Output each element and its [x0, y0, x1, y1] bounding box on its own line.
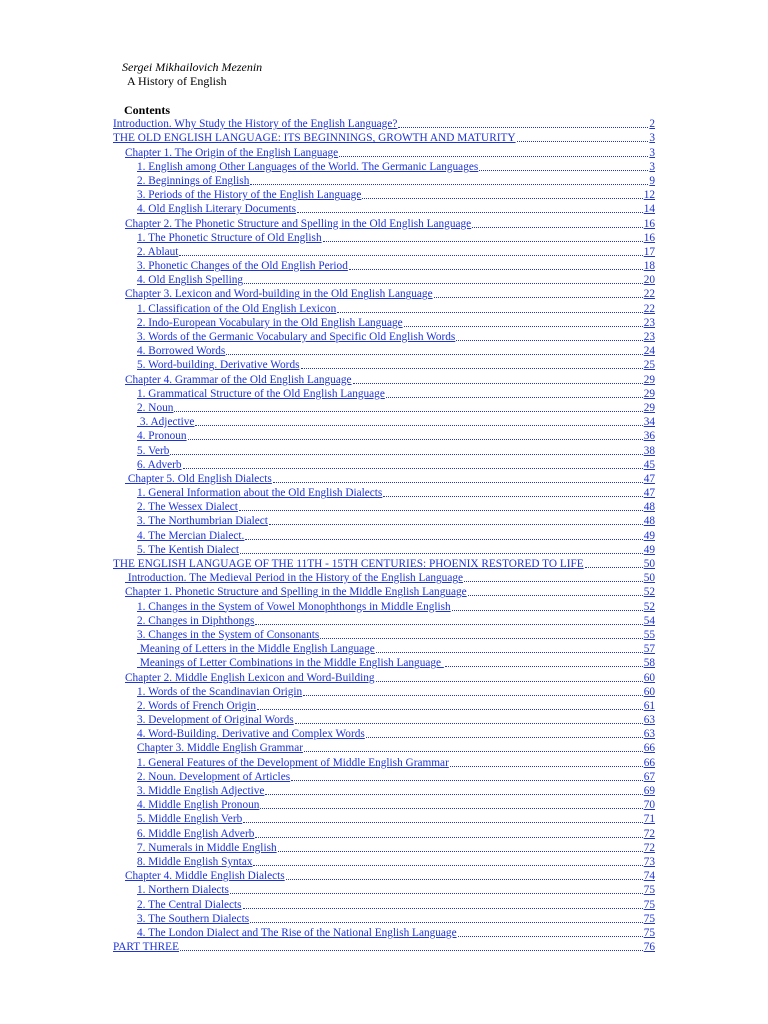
toc-page-number: 63 [643, 714, 655, 727]
toc-entry-title: 2. Noun. Development of Articles [137, 770, 291, 783]
toc-dot-leader [456, 339, 642, 341]
toc-page-number: 72 [643, 841, 655, 854]
toc-link[interactable] [137, 202, 655, 216]
toc-page-number: 38 [643, 444, 655, 457]
toc-link[interactable] [137, 316, 655, 330]
toc-page-number: 75 [643, 912, 655, 925]
toc-entry [0, 358, 768, 372]
toc-dot-leader [472, 226, 643, 228]
toc-entry-title: 2. Indo-European Vocabulary in the Old English Language [137, 316, 403, 329]
toc-link[interactable] [137, 429, 655, 443]
toc-page-number: 12 [643, 189, 655, 202]
toc-entry [0, 883, 768, 897]
toc-entry [0, 940, 768, 954]
toc-page-number: 54 [643, 614, 655, 627]
toc-dot-leader [180, 949, 643, 951]
toc-entry [0, 656, 768, 670]
toc-page-number: 52 [643, 600, 655, 613]
toc-page-number: 34 [643, 416, 655, 429]
toc-page-number: 57 [643, 643, 655, 656]
toc-page-number: 61 [643, 699, 655, 712]
toc-dot-leader [434, 296, 643, 298]
toc-entry-title: 3. The Northumbrian Dialect [137, 515, 268, 528]
toc-dot-leader [255, 623, 642, 625]
toc-dot-leader [239, 509, 643, 511]
toc-page-number: 24 [643, 345, 655, 358]
toc-page-number: 75 [643, 884, 655, 897]
toc-link[interactable] [137, 344, 655, 358]
toc-link[interactable] [137, 273, 655, 287]
toc-entry-title: Chapter 1. The Origin of the English Language [125, 146, 339, 159]
toc-entry-title: 1. General Features of the Development of Middle English Grammar [137, 756, 449, 769]
toc-entry [0, 443, 768, 457]
toc-dot-leader [269, 523, 643, 525]
toc-entry [0, 301, 768, 315]
toc-page-number: 29 [643, 373, 655, 386]
toc-page-number: 22 [643, 302, 655, 315]
toc-entry-title: 3. The Southern Dialects [137, 912, 250, 925]
toc-link[interactable] [137, 245, 655, 259]
toc-page-number: 48 [643, 515, 655, 528]
toc-link[interactable] [125, 472, 655, 486]
toc-entry [0, 727, 768, 741]
toc-entry [0, 841, 768, 855]
toc-link[interactable] [125, 869, 655, 883]
toc-dot-leader [479, 169, 648, 171]
toc-dot-leader [383, 495, 642, 497]
toc-entry-title: 1. Classification of the Old English Lexicon [137, 302, 337, 315]
toc-entry [0, 628, 768, 642]
toc-entry-title: 4. Word-Building. Derivative and Complex Words [137, 728, 365, 741]
toc-entry-title: THE ENGLISH LANGUAGE OF THE 11TH - 15TH CENTURIES: PHOENIX RESTORED TO LIFE [113, 558, 584, 570]
toc-entry [0, 585, 768, 599]
toc-entry-title: 1. General Information about the Old English Dialects [137, 487, 383, 500]
toc-dot-leader [585, 566, 643, 568]
toc-entry-title: 3. Development of Original Words [137, 714, 294, 727]
toc-entry [0, 812, 768, 826]
toc-dot-leader [250, 921, 643, 923]
toc-entry [0, 387, 768, 401]
toc-page-number: 60 [643, 685, 655, 698]
toc-page-number: 36 [643, 430, 655, 443]
toc-link[interactable] [137, 826, 655, 840]
toc-entry-title: 3. Phonetic Changes of the Old English Period [137, 260, 348, 273]
toc-entry-title: THE OLD ENGLISH LANGUAGE: ITS BEGINNINGS, GROWTH AND MATURITY [113, 132, 516, 145]
toc-dot-leader [183, 467, 643, 469]
toc-entry [0, 614, 768, 628]
toc-dot-leader [366, 736, 643, 738]
toc-dot-leader [286, 878, 643, 880]
toc-dot-leader [260, 807, 642, 809]
toc-entry [0, 528, 768, 542]
toc-entry [0, 869, 768, 883]
toc-page-number: 16 [643, 231, 655, 244]
toc-dot-leader [226, 353, 642, 355]
toc-entry [0, 415, 768, 429]
toc-page-number: 60 [643, 671, 655, 684]
toc-entry [0, 713, 768, 727]
toc-link[interactable] [137, 770, 655, 784]
toc-entry-title: Introduction. The Medieval Period in the History of the English Language [125, 572, 463, 585]
toc-link[interactable] [137, 514, 655, 528]
document-title: A History of English [127, 74, 227, 88]
toc-entry-title: 1. English among Other Languages of the World. The Germanic Languages [137, 160, 479, 173]
toc-entry [0, 826, 768, 840]
toc-link[interactable] [137, 528, 655, 542]
toc-entry [0, 557, 768, 571]
toc-entry [0, 458, 768, 472]
toc-link[interactable] [137, 912, 655, 926]
toc-dot-leader [265, 793, 642, 795]
toc-entry-title: Meaning of Letters in the Middle English Language [137, 643, 375, 656]
toc-entry-title: 2. Words of French Origin [137, 699, 257, 712]
contents-heading: Contents [124, 103, 171, 117]
toc-link[interactable] [113, 131, 655, 145]
toc-entry-title: Chapter 4. Grammar of the Old English Language [125, 373, 352, 386]
toc-link[interactable] [137, 784, 655, 798]
toc-link[interactable] [113, 557, 655, 571]
toc-dot-leader [398, 126, 648, 128]
toc-link[interactable] [137, 259, 655, 273]
toc-entry-title: 3. Periods of the History of the English Language [137, 189, 362, 202]
toc-entry-title: 3. Adjective [137, 416, 195, 429]
toc-entry [0, 685, 768, 699]
toc-entry-title: 5. Verb [137, 444, 170, 457]
toc-dot-leader [295, 722, 643, 724]
toc-link[interactable] [137, 897, 655, 911]
toc-link[interactable] [137, 755, 655, 769]
toc-page-number: 29 [643, 401, 655, 414]
toc-dot-leader [240, 552, 643, 554]
toc-page-number: 55 [643, 628, 655, 641]
toc-link[interactable] [137, 812, 655, 826]
toc-dot-leader [517, 140, 649, 142]
toc-entry-title: Chapter 5. Old English Dialects [125, 472, 272, 485]
toc-link[interactable] [125, 287, 655, 301]
toc-entry-title: Chapter 3. Lexicon and Word-building in the Old English Language [125, 288, 433, 301]
toc-page-number: 3 [649, 146, 655, 159]
toc-link[interactable] [125, 145, 655, 159]
toc-dot-leader [243, 821, 642, 823]
toc-dot-leader [386, 396, 643, 398]
toc-dot-leader [301, 367, 643, 369]
toc-entry-title: 3. Words of the Germanic Vocabulary and Specific Old English Words [137, 331, 456, 343]
toc-dot-leader [291, 779, 643, 781]
toc-dot-leader [273, 481, 643, 483]
toc-link[interactable] [137, 855, 655, 869]
toc-entry [0, 174, 768, 188]
toc-entry-title: 8. Middle English Syntax [137, 855, 253, 868]
toc-link[interactable] [137, 358, 655, 372]
toc-link[interactable] [137, 401, 655, 415]
toc-page-number: 22 [643, 288, 655, 301]
toc-page-number: 50 [643, 572, 655, 585]
toc-entry-title: Meanings of Letter Combinations in the Middle English Language [137, 657, 444, 670]
toc-page-number: 63 [643, 728, 655, 741]
toc-page-number: 49 [643, 543, 655, 556]
table-of-contents [0, 117, 768, 954]
toc-entry-title: 1. Words of the Scandinavian Origin [137, 685, 303, 698]
toc-dot-leader [445, 665, 643, 667]
toc-dot-leader [174, 410, 642, 412]
toc-entry [0, 798, 768, 812]
toc-page-number: 73 [643, 855, 655, 868]
toc-entry-title: 4. Borrowed Words [137, 345, 226, 358]
toc-link[interactable] [137, 642, 655, 656]
toc-page-number: 49 [643, 529, 655, 542]
toc-entry [0, 670, 768, 684]
toc-link[interactable] [137, 174, 655, 188]
toc-page-number: 58 [643, 657, 655, 670]
toc-page-number: 71 [643, 813, 655, 826]
toc-link[interactable] [137, 685, 655, 699]
toc-page-number: 17 [643, 245, 655, 258]
toc-entry-title: 7. Numerals in Middle English [137, 841, 277, 854]
toc-page-number: 72 [643, 827, 655, 840]
toc-entry-title: 4. Middle English Pronoun [137, 799, 260, 812]
toc-entry [0, 741, 768, 755]
toc-link[interactable] [137, 926, 655, 940]
toc-entry [0, 770, 768, 784]
toc-page-number: 47 [643, 472, 655, 485]
toc-link[interactable] [137, 443, 655, 457]
toc-dot-leader [303, 694, 643, 696]
toc-entry [0, 429, 768, 443]
toc-entry-title: 2. Ablaut [137, 245, 179, 258]
toc-page-number: 66 [643, 756, 655, 769]
toc-entry-title: 3. Middle English Adjective [137, 785, 265, 797]
toc-link[interactable] [137, 458, 655, 472]
toc-dot-leader [179, 254, 642, 256]
toc-entry [0, 472, 768, 486]
toc-dot-leader [323, 240, 643, 242]
toc-page-number: 75 [643, 898, 655, 911]
toc-page-number: 29 [643, 387, 655, 400]
toc-link[interactable] [137, 387, 655, 401]
toc-entry [0, 486, 768, 500]
toc-page-number: 47 [643, 487, 655, 500]
toc-link[interactable] [137, 841, 655, 855]
toc-entry-title: 2. The Wessex Dialect [137, 501, 238, 514]
toc-entry [0, 755, 768, 769]
toc-entry-title: 2. Changes in Diphthongs [137, 614, 255, 627]
toc-entry [0, 160, 768, 174]
toc-dot-leader [464, 580, 643, 582]
toc-page-number: 69 [643, 785, 655, 797]
toc-entry-title: 3. Changes in the System of Consonants [137, 628, 320, 641]
toc-link[interactable] [137, 727, 655, 741]
toc-entry [0, 699, 768, 713]
toc-page-number: 76 [643, 941, 655, 954]
toc-dot-leader [452, 609, 643, 611]
toc-entry-title: Introduction. Why Study the History of the English Language? [113, 118, 398, 131]
toc-entry [0, 330, 768, 344]
toc-dot-leader [245, 538, 642, 540]
toc-entry [0, 855, 768, 869]
toc-page-number: 45 [643, 458, 655, 471]
toc-entry-title: 1. The Phonetic Structure of Old English [137, 231, 322, 244]
toc-dot-leader [376, 651, 643, 653]
toc-entry [0, 287, 768, 301]
toc-dot-leader [362, 197, 642, 199]
toc-link[interactable] [125, 216, 655, 230]
toc-dot-leader [304, 750, 643, 752]
toc-page-number: 50 [643, 558, 655, 570]
toc-entry-title: 4. Pronoun [137, 430, 187, 443]
toc-link[interactable] [137, 599, 655, 613]
toc-page-number: 18 [643, 260, 655, 273]
toc-entry [0, 344, 768, 358]
toc-dot-leader [170, 453, 642, 455]
toc-entry-title: 4. The London Dialect and The Rise of the National English Language [137, 926, 457, 939]
toc-entry-title: 5. Middle English Verb [137, 813, 243, 826]
toc-entry-title: Chapter 1. Phonetic Structure and Spelling in the Middle English Language [125, 586, 467, 599]
toc-dot-leader [339, 155, 648, 157]
toc-dot-leader [376, 680, 643, 682]
toc-link[interactable] [125, 372, 655, 386]
toc-entry-title: Chapter 3. Middle English Grammar [137, 742, 303, 755]
toc-page-number: 3 [649, 132, 655, 145]
toc-entry [0, 372, 768, 386]
toc-link[interactable] [137, 486, 655, 500]
toc-entry [0, 202, 768, 216]
toc-link[interactable] [137, 543, 655, 557]
toc-page-number: 74 [643, 870, 655, 883]
toc-entry-title: 4. The Mercian Dialect. [137, 529, 245, 542]
toc-entry [0, 259, 768, 273]
toc-dot-leader [230, 892, 643, 894]
toc-dot-leader [297, 211, 643, 213]
toc-entry-title: 1. Grammatical Structure of the Old English Language [137, 387, 385, 400]
toc-dot-leader [253, 864, 642, 866]
toc-dot-leader [458, 935, 643, 937]
toc-link[interactable] [137, 301, 655, 315]
toc-entry-title: 1. Northern Dialects [137, 884, 229, 897]
toc-link[interactable] [137, 330, 655, 344]
toc-dot-leader [243, 907, 643, 909]
toc-page-number: 23 [643, 316, 655, 329]
toc-link[interactable] [137, 713, 655, 727]
toc-dot-leader [188, 438, 643, 440]
toc-page-number: 16 [643, 217, 655, 230]
toc-entry [0, 500, 768, 514]
toc-dot-leader [278, 850, 643, 852]
toc-page-number: 67 [643, 770, 655, 783]
toc-entry [0, 245, 768, 259]
toc-page-number: 9 [649, 174, 655, 187]
toc-page-number: 23 [643, 331, 655, 343]
toc-entry-title: 5. Word-building. Derivative Words [137, 359, 300, 372]
toc-link[interactable] [137, 699, 655, 713]
toc-entry [0, 514, 768, 528]
toc-page-number: 20 [643, 274, 655, 287]
toc-page-number: 14 [643, 203, 655, 216]
toc-entry [0, 401, 768, 415]
toc-link[interactable] [137, 628, 655, 642]
toc-entry-title: 6. Adverb [137, 458, 182, 471]
toc-link[interactable] [125, 670, 655, 684]
toc-dot-leader [250, 183, 648, 185]
toc-entry [0, 188, 768, 202]
toc-entry [0, 316, 768, 330]
toc-link[interactable] [137, 798, 655, 812]
toc-entry [0, 273, 768, 287]
toc-entry-title: 2. The Central Dialects [137, 898, 242, 911]
toc-entry [0, 131, 768, 145]
toc-link[interactable] [137, 160, 655, 174]
toc-entry [0, 216, 768, 230]
toc-entry [0, 912, 768, 926]
toc-entry-title: Chapter 2. The Phonetic Structure and Spelling in the Old English Language [125, 217, 472, 230]
toc-page-number: 52 [643, 586, 655, 599]
toc-link[interactable] [125, 585, 655, 599]
toc-entry [0, 571, 768, 585]
toc-link[interactable] [137, 231, 655, 245]
toc-entry-title: PART THREE [113, 941, 179, 954]
toc-entry-title: Chapter 2. Middle English Lexicon and Word-Building [125, 671, 375, 684]
toc-page-number: 70 [643, 799, 655, 812]
toc-entry [0, 231, 768, 245]
toc-entry-title: 1. Changes in the System of Vowel Monophthongs in Middle English [137, 600, 451, 613]
toc-dot-leader [320, 637, 642, 639]
author-name: Sergei Mikhailovich Mezenin [122, 60, 263, 74]
toc-entry-title: 2. Beginnings of English [137, 174, 250, 187]
toc-entry-title: Chapter 4. Middle English Dialects [125, 870, 285, 883]
toc-page-number: 3 [649, 160, 655, 173]
toc-dot-leader [244, 282, 643, 284]
toc-entry [0, 117, 768, 131]
toc-link[interactable] [137, 656, 655, 670]
toc-entry-title: 5. The Kentish Dialect [137, 543, 240, 556]
toc-link[interactable] [113, 940, 655, 954]
toc-link[interactable] [125, 571, 655, 585]
toc-link[interactable] [113, 117, 655, 131]
toc-link[interactable] [137, 500, 655, 514]
toc-link[interactable] [137, 883, 655, 897]
toc-entry [0, 897, 768, 911]
toc-entry [0, 642, 768, 656]
toc-entry [0, 926, 768, 940]
toc-entry-title: 6. Middle English Adverb [137, 827, 255, 840]
toc-dot-leader [450, 765, 643, 767]
toc-page-number: 2 [649, 118, 655, 131]
toc-entry [0, 145, 768, 159]
toc-dot-leader [404, 325, 643, 327]
toc-dot-leader [195, 424, 642, 426]
toc-entry [0, 784, 768, 798]
toc-dot-leader [353, 382, 643, 384]
toc-link[interactable] [137, 415, 655, 429]
toc-entry [0, 543, 768, 557]
toc-page-number: 66 [643, 742, 655, 755]
toc-entry [0, 599, 768, 613]
toc-dot-leader [349, 268, 643, 270]
toc-dot-leader [468, 594, 643, 596]
toc-entry-title: 2. Noun [137, 401, 174, 414]
toc-entry-title: 4. Old English Spelling [137, 274, 244, 287]
toc-dot-leader [337, 311, 642, 313]
toc-dot-leader [255, 836, 642, 838]
toc-link[interactable] [137, 741, 655, 755]
toc-page-number: 48 [643, 501, 655, 514]
toc-dot-leader [257, 708, 643, 710]
toc-entry-title: 4. Old English Literary Documents [137, 203, 297, 216]
toc-link[interactable] [137, 614, 655, 628]
toc-link[interactable] [137, 188, 655, 202]
toc-page-number: 75 [643, 926, 655, 939]
toc-page-number: 25 [643, 359, 655, 372]
